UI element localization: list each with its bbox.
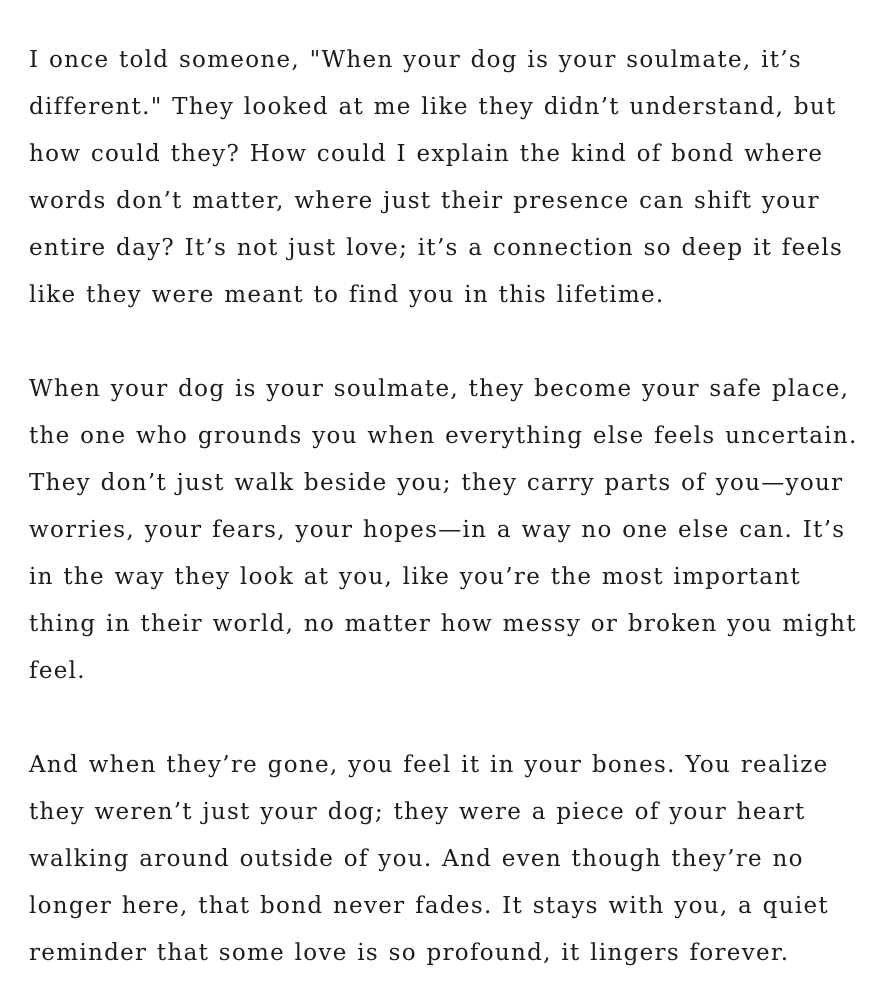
paragraph-gap xyxy=(29,319,866,366)
paragraph-2 xyxy=(29,366,866,695)
paragraph-line: thing in their world, no matter how messy or broken you might xyxy=(29,611,857,637)
paragraph-line: the one who grounds you when everything else feels uncertain. xyxy=(29,423,858,449)
paragraph-3 xyxy=(29,742,866,977)
paragraph-line: words don’t matter, where just their presence can shift your xyxy=(29,188,820,214)
paragraph-line: feel. xyxy=(29,658,86,684)
paragraph-line: like they were meant to find you in this lifetime. xyxy=(29,282,665,308)
paragraph-line: in the way they look at you, like you’re the most important xyxy=(29,564,801,590)
paragraph-line: When your dog is your soulmate, they become your safe place, xyxy=(29,376,850,402)
paragraph-line: And when they’re gone, you feel it in your bones. You realize xyxy=(29,752,829,778)
paragraph-line: I once told someone, "When your dog is your soulmate, it’s xyxy=(29,47,802,73)
paragraph-line: reminder that some love is so profound, it lingers forever. xyxy=(29,940,790,966)
paragraph-line: different." They looked at me like they didn’t understand, but xyxy=(29,94,837,120)
paragraph-line: how could they? How could I explain the kind of bond where xyxy=(29,141,824,167)
paragraph-line: longer here, that bond never fades. It stays with you, a quiet xyxy=(29,893,829,919)
paragraph-1 xyxy=(29,37,866,319)
paragraph-line: walking around outside of you. And even though they’re no xyxy=(29,846,804,872)
paragraph-line: They don’t just walk beside you; they carry parts of you—your xyxy=(29,470,844,496)
paragraph-line: worries, your fears, your hopes—in a way no one else can. It’s xyxy=(29,517,846,543)
paragraph-gap xyxy=(29,695,866,742)
paragraph-line: they weren’t just your dog; they were a piece of your heart xyxy=(29,799,806,825)
paragraph-line: entire day? It’s not just love; it’s a connection so deep it feels xyxy=(29,235,844,261)
